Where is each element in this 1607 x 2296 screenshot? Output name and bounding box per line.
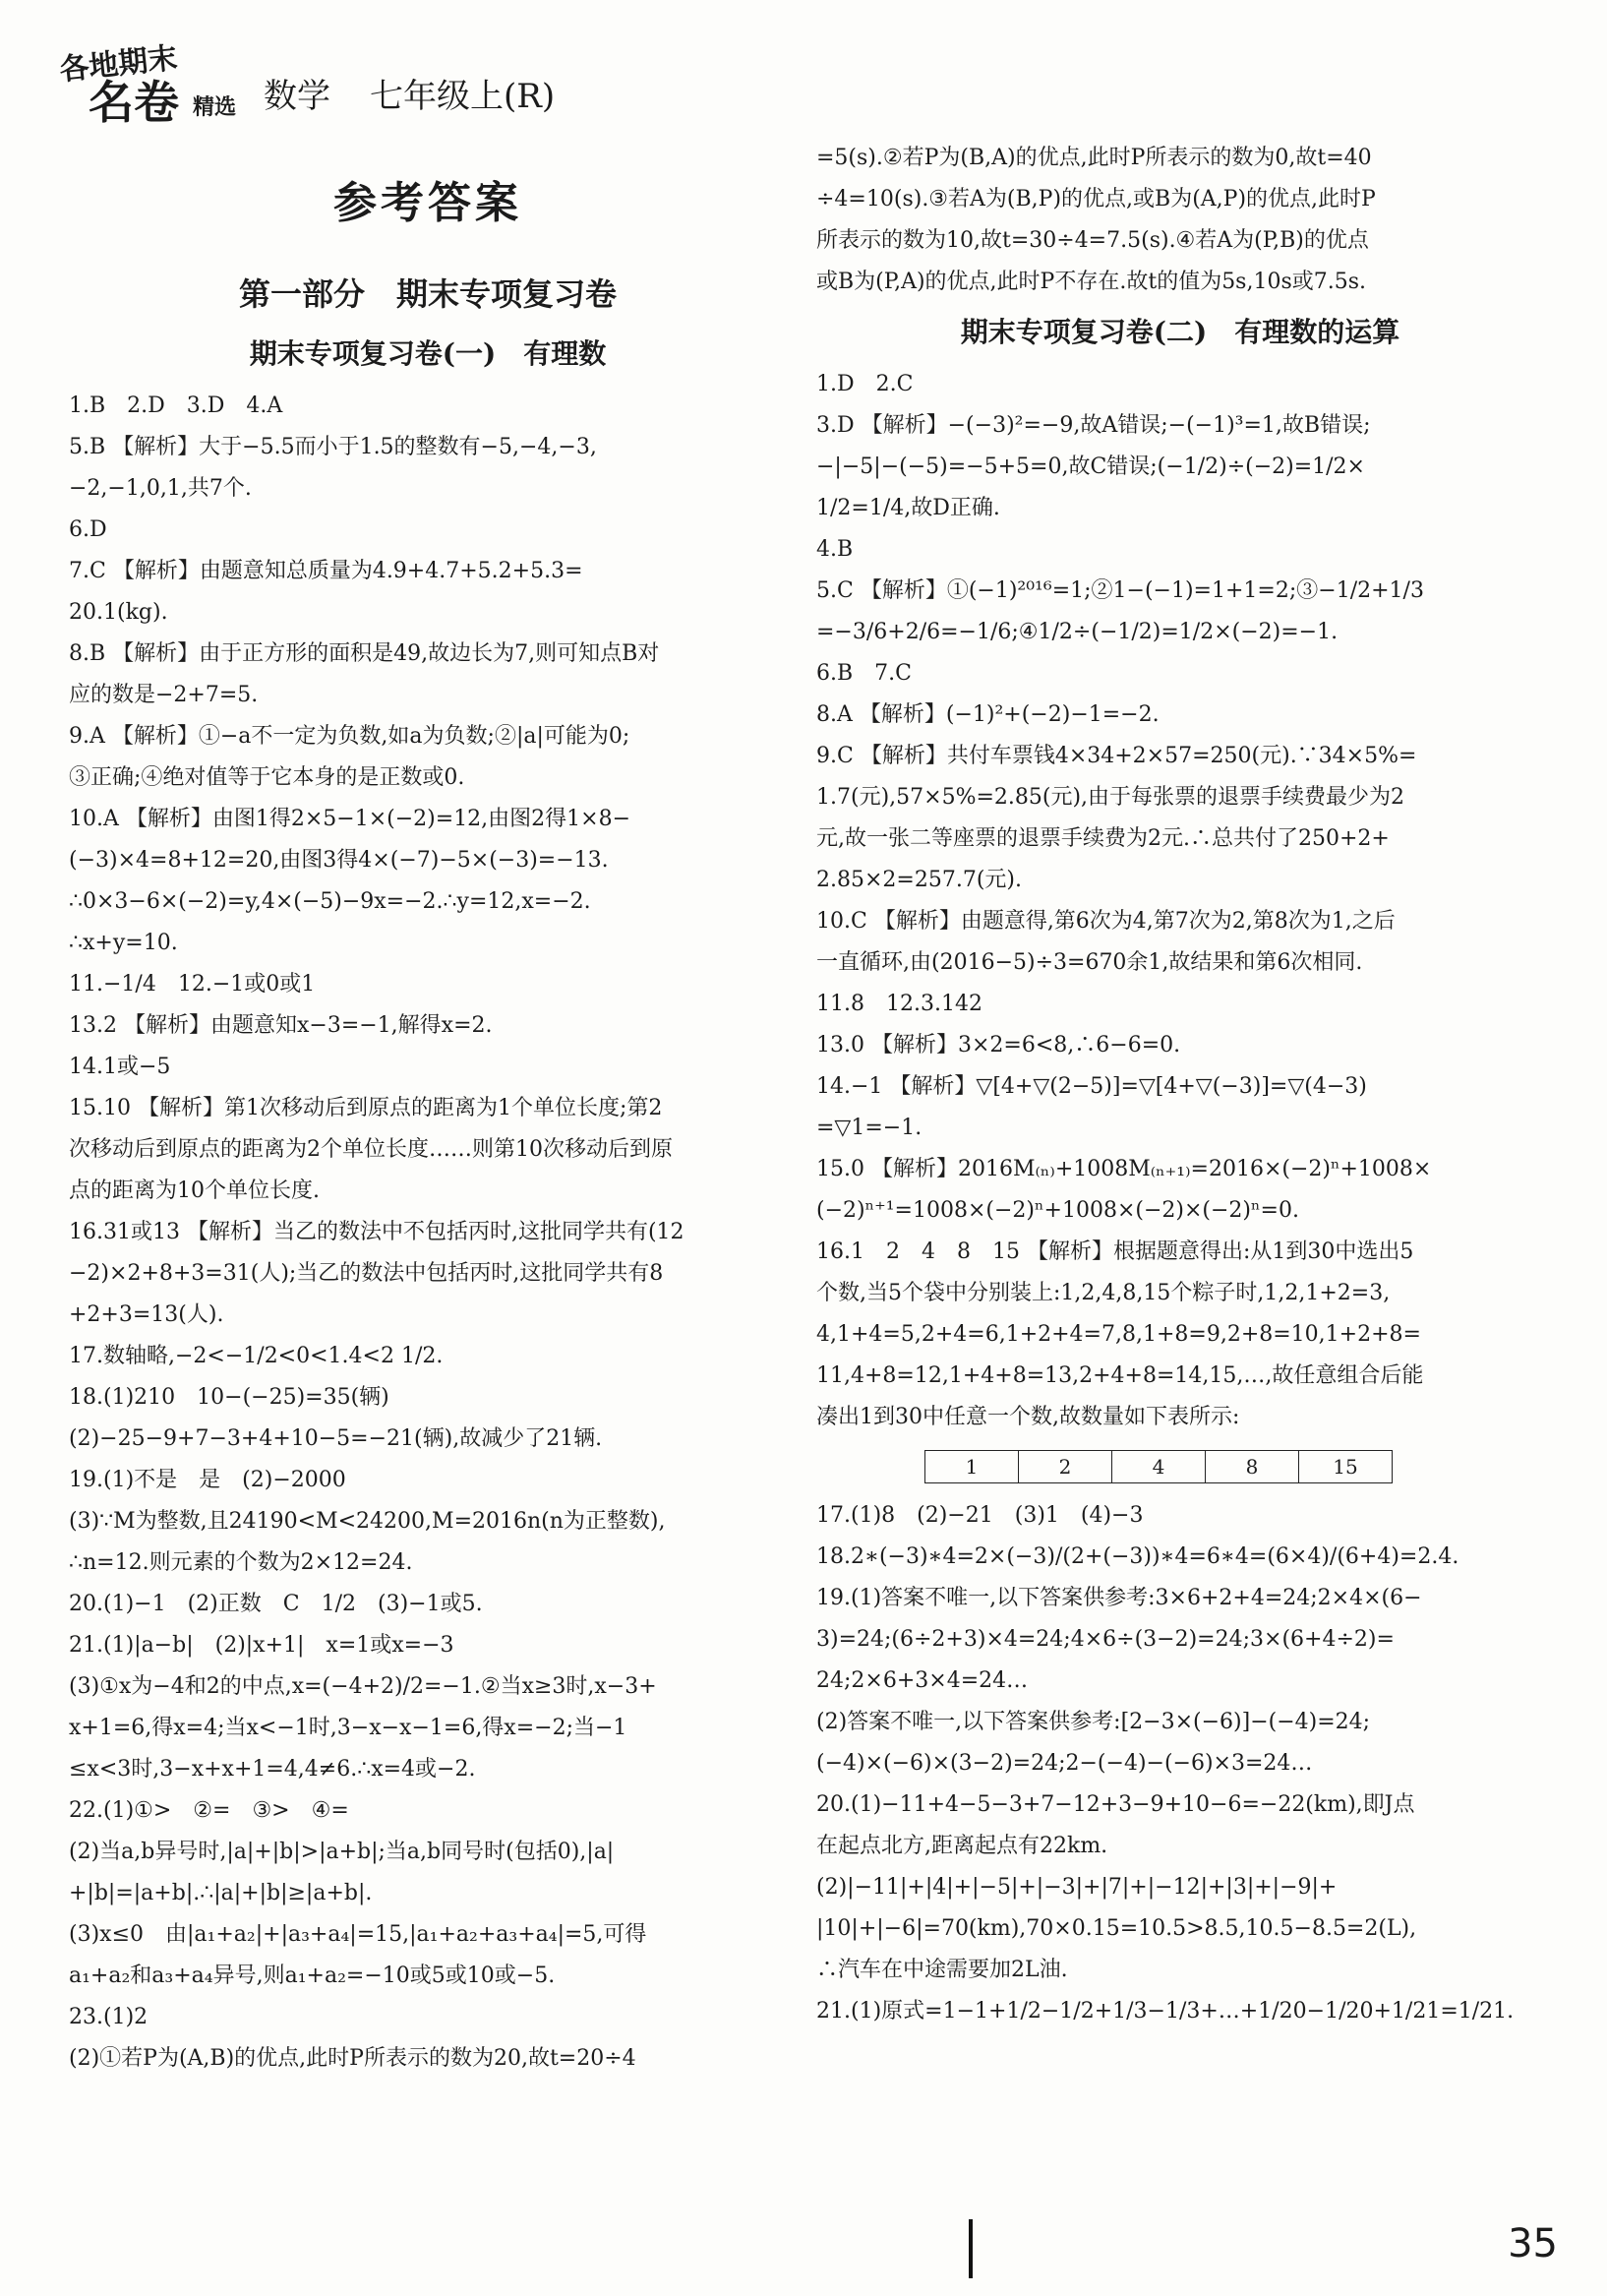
answer-line: 21.(1)原式=1−1+1/2−1/2+1/3−1/3+…+1/20−1/20+1/21=1/21. xyxy=(816,1999,1515,2024)
answer-line: 9.A 【解析】①−a不一定为负数,如a为负数;②|a|可能为0; xyxy=(69,724,630,749)
page-title: 参考答案 xyxy=(333,178,522,228)
table-cell: 2 xyxy=(1019,1451,1112,1483)
answer-line: 18.2∗(−3)∗4=2×(−3)/(2+(−3))∗4=6∗4=(6×4)/(6+4)=2.4. xyxy=(816,1544,1459,1569)
logo-line2: 名卷 xyxy=(89,76,179,129)
answer-line: +|b|=|a+b|.∴|a|+|b|≥|a+b|. xyxy=(69,1881,373,1905)
answer-line: 13.0 【解析】3×2=6<8,∴6−6=0. xyxy=(816,1033,1181,1057)
answer-line: 1.D 2.C xyxy=(816,372,914,396)
left-column xyxy=(69,138,787,2080)
answer-line: 11,4+8=12,1+4+8=13,2+4+8=14,15,…,故任意组合后能 xyxy=(816,1363,1424,1388)
answer-line: −|−5|−(−5)=−5+5=0,故C错误;(−1/2)÷(−2)=1/2× xyxy=(816,454,1365,479)
answer-line: 个数,当5个袋中分别装上:1,2,4,8,15个粽子时,1,2,1+2=3, xyxy=(816,1281,1391,1305)
answer-line: 9.C 【解析】共付车票钱4×34+2×57=250(元).∵34×5%= xyxy=(816,744,1417,768)
answer-line: ≤x<3时,3−x+x+1=4,4≠6.∴x=4或−2. xyxy=(69,1757,476,1782)
answer-line: 11.−1/4 12.−1或0或1 xyxy=(69,972,316,997)
answer-list-right-top xyxy=(816,138,1544,303)
answer-line: 14.−1 【解析】▽[4+▽(2−5)]=▽[4+▽(−3)]=▽(4−3) xyxy=(816,1074,1367,1099)
answer-line: (2)|−11|+|4|+|−5|+|−3|+|7|+|−12|+|3|+|−9|+ xyxy=(816,1875,1338,1900)
answer-line: |10|+|−6|=70(km),70×0.15=10.5>8.5,10.5−8.5=2(L), xyxy=(816,1916,1417,1941)
table-cell: 15 xyxy=(1299,1451,1393,1483)
logo-line1: 各地期末 xyxy=(57,40,179,89)
section-heading-2: 期末专项复习卷(二) 有理数的运算 xyxy=(960,316,1400,348)
answer-line: 19.(1)不是 是 (2)−2000 xyxy=(69,1468,346,1492)
answer-line: 18.(1)210 10−(−25)=35(辆) xyxy=(69,1385,389,1410)
answer-line: −2,−1,0,1,共7个. xyxy=(69,476,252,501)
answer-line: (3)①x为−4和2的中点,x=(−4+2)/2=−1.②当x≥3时,x−3+ xyxy=(69,1674,657,1699)
answer-line: 次移动后到原点的距离为2个单位长度……则第10次移动后到原 xyxy=(69,1137,673,1162)
answer-line: =−3/6+2/6=−1/6;④1/2÷(−1/2)=1/2×(−2)=−1. xyxy=(816,620,1339,644)
page-header xyxy=(35,30,724,129)
answer-line: 21.(1)|a−b| (2)|x+1| x=1或x=−3 xyxy=(69,1633,454,1658)
answer-line: 15.0 【解析】2016M₍ₙ₎+1008M₍ₙ₊₁₎=2016×(−2)ⁿ+1008× xyxy=(816,1157,1432,1181)
answer-line: (3)x≤0 由|a₁+a₂|+|a₃+a₄|=15,|a₁+a₂+a₃+a₄|=5,可得 xyxy=(69,1922,647,1947)
answer-line: 点的距离为10个单位长度. xyxy=(69,1178,320,1203)
answer-line: (2)−25−9+7−3+4+10−5=−21(辆),故减少了21辆. xyxy=(69,1426,603,1451)
answer-line: ∴n=12.则元素的个数为2×12=24. xyxy=(69,1550,413,1575)
answer-line: 10.C 【解析】由题意得,第6次为4,第7次为2,第8次为1,之后 xyxy=(816,909,1396,934)
answer-line: 13.2 【解析】由题意知x−3=−1,解得x=2. xyxy=(69,1013,493,1038)
logo-line3: 精选 xyxy=(193,94,237,120)
answer-line: 17.数轴略,−2<−1/2<0<1.4<2 1/2. xyxy=(69,1344,444,1368)
right-column xyxy=(816,138,1544,2032)
answer-line: 15.10 【解析】第1次移动后到原点的距离为1个单位长度;第2 xyxy=(69,1096,663,1120)
answer-line: 23.(1)2 xyxy=(69,2005,149,2029)
answer-line: 3)=24;(6÷2+3)×4=24;4×6÷(3−2)=24;3×(6+4÷2)= xyxy=(816,1627,1395,1652)
answer-line: 所表示的数为10,故t=30÷4=7.5(s).④若A为(P,B)的优点 xyxy=(816,228,1369,253)
answer-line: ÷4=10(s).③若A为(B,P)的优点,或B为(A,P)的优点,此时P xyxy=(816,187,1376,211)
answer-line: 16.31或13 【解析】当乙的数法中不包括丙时,这批同学共有(12 xyxy=(69,1220,684,1244)
table-cell: 8 xyxy=(1206,1451,1299,1483)
answer-line: 4,1+4=5,2+4=6,1+2+4=7,8,1+8=9,2+8=10,1+2+8= xyxy=(816,1322,1421,1347)
answer-line: 5.B 【解析】大于−5.5而小于1.5的整数有−5,−4,−3, xyxy=(69,435,597,459)
answer-line: 或B为(P,A)的优点,此时P不存在.故t的值为5s,10s或7.5s. xyxy=(816,270,1367,294)
answer-line: (−4)×(−6)×(3−2)=24;2−(−4)−(−6)×3=24… xyxy=(816,1751,1313,1776)
answer-line: 17.(1)8 (2)−21 (3)1 (4)−3 xyxy=(816,1503,1144,1528)
header-grade: 七年级上(R) xyxy=(370,77,556,116)
answer-line: 5.C 【解析】①(−1)²⁰¹⁶=1;②1−(−1)=1+1=2;③−1/2+1/3 xyxy=(816,578,1424,603)
answer-line: 8.B 【解析】由于正方形的面积是49,故边长为7,则可知点B对 xyxy=(69,641,660,666)
answer-line: ∴汽车在中途需要加2L油. xyxy=(816,1958,1068,1982)
binding-mark xyxy=(969,2219,973,2278)
answer-line: (−3)×4=8+12=20,由图3得4×(−7)−5×(−3)=−13. xyxy=(69,848,609,873)
page-number: 35 xyxy=(1508,2221,1558,2266)
header-subject: 数学 xyxy=(264,77,330,116)
answer-line: 6.D xyxy=(69,517,107,542)
part-heading: 第一部分 期末专项复习卷 xyxy=(238,275,617,313)
answer-line: 2.85×2=257.7(元). xyxy=(816,868,1022,892)
answer-line: (3)∵M为整数,且24190<M<24200,M=2016n(n为正整数), xyxy=(69,1509,666,1534)
section-heading-1: 期末专项复习卷(一) 有理数 xyxy=(249,337,607,370)
answer-line: =5(s).②若P为(B,A)的优点,此时P所表示的数为0,故t=40 xyxy=(816,146,1372,170)
numbers-table xyxy=(924,1450,1393,1483)
answer-line: 一直循环,由(2016−5)÷3=670余1,故结果和第6次相同. xyxy=(816,950,1363,975)
answer-line: 8.A 【解析】(−1)²+(−2)−1=−2. xyxy=(816,702,1160,727)
answer-line: ∴x+y=10. xyxy=(69,931,178,955)
answer-line: 20.(1)−11+4−5−3+7−12+3−9+10−6=−22(km),即J点 xyxy=(816,1792,1415,1817)
answer-line: (2)答案不唯一,以下答案供参考:[2−3×(−6)]−(−4)=24; xyxy=(816,1710,1371,1734)
answer-line: 6.B 7.C xyxy=(816,661,912,686)
table-cell: 4 xyxy=(1112,1451,1206,1483)
answer-line: 4.B xyxy=(816,537,854,562)
answer-line: (2)当a,b异号时,|a|+|b|>|a+b|;当a,b同号时(包括0),|a| xyxy=(69,1840,615,1864)
answer-line: 1.B 2.D 3.D 4.A xyxy=(69,393,283,418)
answer-line: =▽1=−1. xyxy=(816,1116,923,1140)
answer-line: (−2)ⁿ⁺¹=1008×(−2)ⁿ+1008×(−2)×(−2)ⁿ=0. xyxy=(816,1198,1299,1223)
answer-list-right-mid xyxy=(816,364,1544,1438)
table-row xyxy=(925,1451,1393,1483)
answer-line: 3.D 【解析】−(−3)²=−9,故A错误;−(−1)³=1,故B错误; xyxy=(816,413,1371,438)
answer-line: 14.1或−5 xyxy=(69,1055,171,1079)
answer-line: 24;2×6+3×4=24… xyxy=(816,1668,1029,1693)
answer-line: 11.8 12.3.142 xyxy=(816,992,982,1016)
answer-list-right-bottom xyxy=(816,1495,1544,2032)
answer-line: 7.C 【解析】由题意知总质量为4.9+4.7+5.2+5.3= xyxy=(69,559,583,583)
answer-line: x+1=6,得x=4;当x<−1时,3−x−x−1=6,得x=−2;当−1 xyxy=(69,1716,627,1740)
answer-line: 10.A 【解析】由图1得2×5−1×(−2)=12,由图2得1×8− xyxy=(69,807,631,831)
answer-line: 20.(1)−1 (2)正数 C 1/2 (3)−1或5. xyxy=(69,1592,483,1616)
answer-line: 1.7(元),57×5%=2.85(元),由于每张票的退票手续费最少为2 xyxy=(816,785,1405,810)
answer-list-left xyxy=(69,386,787,2080)
answer-line: 凑出1到30中任意一个数,故数量如下表所示: xyxy=(816,1405,1240,1429)
table-cell: 1 xyxy=(925,1451,1019,1483)
answer-line: a₁+a₂和a₃+a₄异号,则a₁+a₂=−10或5或10或−5. xyxy=(69,1964,556,1988)
answer-line: 20.1(kg). xyxy=(69,600,168,625)
answer-line: (2)①若P为(A,B)的优点,此时P所表示的数为20,故t=20÷4 xyxy=(69,2046,636,2071)
answer-line: ③正确;④绝对值等于它本身的是正数或0. xyxy=(69,765,465,790)
answer-line: 1/2=1/4,故D正确. xyxy=(816,496,1000,520)
answer-line: 应的数是−2+7=5. xyxy=(69,683,259,707)
answer-line: 16.1 2 4 8 15 【解析】根据题意得出:从1到30中选出5 xyxy=(816,1239,1414,1264)
answer-line: ∴0×3−6×(−2)=y,4×(−5)−9x=−2.∴y=12,x=−2. xyxy=(69,889,591,914)
answer-line: 19.(1)答案不唯一,以下答案供参考:3×6+2+4=24;2×4×(6− xyxy=(816,1586,1422,1610)
answer-line: 元,故一张二等座票的退票手续费为2元.∴总共付了250+2+ xyxy=(816,826,1390,851)
answer-line: 22.(1)①> ②= ③> ④= xyxy=(69,1798,349,1823)
answer-line: +2+3=13(人). xyxy=(69,1302,224,1327)
series-logo xyxy=(45,30,242,129)
answer-line: −2)×2+8+3=31(人);当乙的数法中包括丙时,这批同学共有8 xyxy=(69,1261,664,1286)
answer-line: 在起点北方,距离起点有22km. xyxy=(816,1834,1108,1858)
